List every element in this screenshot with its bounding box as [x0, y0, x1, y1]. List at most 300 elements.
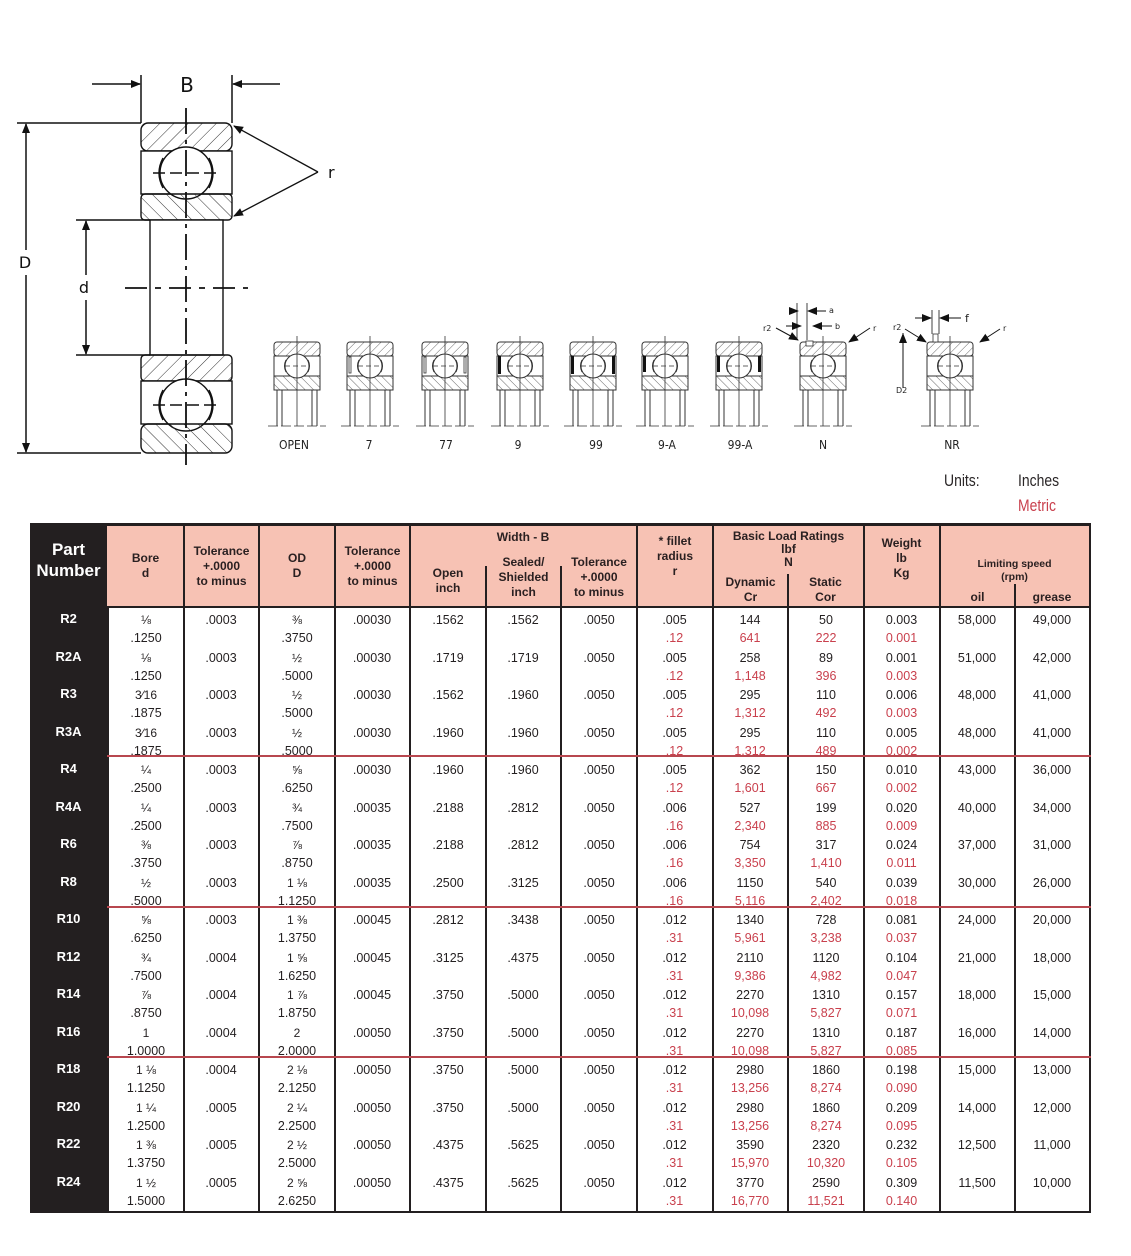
oil: 14,000	[957, 1100, 997, 1115]
od-frac: ⅝	[291, 763, 302, 777]
cell-weight	[864, 1024, 939, 1060]
stat-lbf: 1310	[812, 988, 840, 1002]
cell-width-open	[411, 1099, 485, 1117]
cell-static-load	[789, 761, 863, 797]
od-dec: .6250	[281, 781, 313, 795]
cell-bore	[109, 874, 183, 910]
wt-lb: 0.209	[885, 1100, 918, 1115]
grease: 34,000	[1032, 800, 1072, 815]
cell-od	[260, 611, 334, 647]
open: .2500	[432, 875, 464, 890]
part-number-cell: R4	[60, 761, 77, 776]
bore-tol: .0003	[205, 800, 237, 815]
oil: 18,000	[957, 988, 997, 1002]
open: .1562	[432, 688, 464, 702]
wt-kg: 0.002	[885, 743, 918, 758]
width-tol: .0050	[583, 1100, 615, 1115]
sealed: .5625	[507, 1138, 539, 1152]
bore-tol: .0003	[205, 688, 237, 702]
cell-od	[260, 1061, 334, 1097]
header-part-line2: Number	[36, 561, 101, 580]
sealed: .1719	[507, 650, 539, 665]
cell-width-sealed	[486, 799, 560, 817]
fillet-in: .012	[662, 950, 687, 965]
part-number-cell: R20	[56, 1098, 81, 1114]
cell-od-tolerance	[335, 761, 409, 779]
bore-frac: ¼	[140, 763, 151, 777]
open: .4375	[432, 1175, 464, 1190]
width-tol: .0050	[583, 725, 615, 740]
width-tol: .0050	[583, 688, 615, 702]
od-dec: 2.6250	[277, 1193, 317, 1208]
cell-od-tolerance	[335, 874, 409, 892]
dyn-lbf: 3770	[736, 1175, 764, 1190]
cell-bore	[109, 1174, 183, 1210]
cell-width-open	[411, 836, 485, 854]
wt-lb: 0.039	[885, 875, 918, 890]
stat-lbf: 2590	[812, 1175, 840, 1190]
fillet-mm: .31	[665, 1006, 684, 1020]
bore-frac: ¼	[140, 800, 151, 815]
od-frac: ½	[291, 688, 302, 702]
bore-dec: .2500	[130, 781, 162, 795]
wt-lb: 0.187	[885, 1025, 918, 1040]
sealed: .2812	[507, 800, 539, 815]
dyn-n: 13,256	[730, 1081, 770, 1095]
cell-speed-oil	[940, 1061, 1014, 1079]
stat-n: 222	[815, 631, 837, 645]
width-tol: .0050	[583, 1175, 615, 1190]
cell-width-sealed	[486, 686, 560, 704]
bearing-type-99a	[710, 336, 768, 426]
part-number-cell: R16	[56, 1023, 81, 1039]
cell-width-tolerance	[562, 986, 636, 1004]
wt-kg: 0.002	[885, 781, 918, 795]
stat-n: 10,320	[806, 1156, 846, 1170]
bore-dec: 1.3750	[126, 1156, 166, 1170]
cell-width-tolerance	[562, 874, 636, 892]
od-frac: 1 ⅛	[286, 875, 307, 890]
od-dec: 1.3750	[277, 931, 317, 945]
cell-bore	[109, 1061, 183, 1097]
od-tol: .00030	[352, 688, 392, 702]
header-bore-tolerance: Tolerance +.0000 to minus	[193, 543, 250, 588]
width-tol: .0050	[583, 650, 615, 665]
cell-width-open	[411, 611, 485, 629]
cell-width-open	[411, 874, 485, 892]
cell-fillet-radius	[637, 911, 712, 947]
dyn-lbf: 295	[739, 688, 761, 702]
cell-bore	[109, 911, 183, 947]
wt-lb: 0.006	[885, 688, 918, 702]
cell-bore-tolerance	[184, 1061, 258, 1079]
wt-lb: 0.005	[885, 725, 918, 740]
cell-width-sealed	[486, 1061, 560, 1079]
bore-tol: .0003	[205, 725, 237, 740]
part-number-cell: R14	[56, 986, 81, 1001]
grease: 14,000	[1032, 1025, 1072, 1040]
cell-bore	[109, 986, 183, 1022]
wt-lb: 0.024	[885, 838, 918, 852]
bore-frac: 3⁄16	[134, 688, 158, 702]
open: .1960	[432, 725, 464, 740]
cell-speed-oil	[940, 611, 1014, 629]
oil: 24,000	[957, 913, 997, 927]
cell-od-tolerance	[335, 986, 409, 1004]
wt-kg: 0.085	[885, 1043, 918, 1058]
grease: 41,000	[1032, 688, 1072, 702]
cell-width-open	[411, 1174, 485, 1192]
cell-speed-oil	[940, 1099, 1014, 1117]
dim-label-f: f	[965, 312, 969, 325]
oil: 51,000	[957, 650, 997, 665]
cell-width-sealed	[486, 986, 560, 1004]
od-tol: .00035	[352, 838, 392, 852]
cell-static-load	[789, 1099, 863, 1135]
cell-static-load	[789, 874, 863, 910]
wt-kg: 0.018	[885, 893, 918, 908]
oil: 43,000	[957, 763, 997, 777]
dyn-n: 15,970	[730, 1156, 770, 1170]
cell-weight	[864, 686, 939, 722]
table-row	[109, 911, 1089, 949]
bore-dec: .7500	[130, 968, 162, 983]
fillet-mm: .16	[665, 856, 684, 870]
bore-frac: 1 ⅛	[135, 1063, 156, 1077]
dyn-lbf: 2270	[736, 1025, 764, 1040]
cell-static-load	[789, 724, 863, 760]
cell-static-load	[789, 611, 863, 647]
cell-static-load	[789, 1174, 863, 1210]
wt-kg: 0.105	[885, 1156, 918, 1170]
bore-tol: .0003	[205, 838, 237, 852]
stat-n: 11,521	[807, 1193, 845, 1208]
dyn-lbf: 2110	[736, 950, 764, 965]
cell-bore-tolerance	[184, 911, 258, 929]
sealed: .2812	[507, 838, 539, 852]
cell-fillet-radius	[637, 799, 712, 835]
cell-bore	[109, 611, 183, 647]
cell-width-sealed	[486, 874, 560, 892]
bore-frac: 1 ¼	[135, 1100, 156, 1115]
grease: 15,000	[1032, 988, 1072, 1002]
width-tol: .0050	[583, 838, 615, 852]
cell-width-sealed	[486, 1174, 560, 1192]
stat-n: 3,238	[810, 931, 842, 945]
cell-width-sealed	[486, 1024, 560, 1042]
cell-fillet-radius	[637, 874, 712, 910]
cell-bore-tolerance	[184, 836, 258, 854]
bore-dec: .3750	[130, 856, 162, 870]
header-width-sealed: Sealed/ Shielded inch	[498, 554, 549, 599]
cell-speed-grease	[1015, 1136, 1089, 1154]
cell-speed-grease	[1015, 911, 1089, 929]
wt-kg: 0.009	[885, 818, 918, 833]
cell-speed-oil	[940, 836, 1014, 854]
stat-lbf: 2320	[812, 1138, 840, 1152]
width-tol: .0050	[583, 763, 615, 777]
cell-bore-tolerance	[184, 686, 258, 704]
sealed: .5000	[507, 1025, 539, 1040]
od-frac: ⅞	[291, 838, 302, 852]
cell-bore	[109, 1099, 183, 1135]
cell-speed-oil	[940, 1136, 1014, 1154]
dim-label-r: r	[328, 163, 335, 182]
width-tol: .0050	[583, 875, 615, 890]
grease: 20,000	[1032, 913, 1072, 927]
cell-od-tolerance	[335, 1136, 409, 1154]
cell-od-tolerance	[335, 799, 409, 817]
table-row	[109, 1136, 1089, 1174]
cell-width-tolerance	[562, 911, 636, 929]
type-label-77: 77	[439, 438, 453, 452]
cell-static-load	[789, 911, 863, 947]
cell-od-tolerance	[335, 1024, 409, 1042]
cell-weight	[864, 949, 939, 985]
cell-width-sealed	[486, 1136, 560, 1154]
width-tol: .0050	[583, 988, 615, 1002]
units-label: Units:	[944, 471, 980, 490]
cell-bore-tolerance	[184, 611, 258, 629]
cell-od-tolerance	[335, 611, 409, 629]
dyn-lbf: 295	[739, 725, 761, 740]
cell-fillet-radius	[637, 1061, 712, 1097]
cell-speed-grease	[1015, 1099, 1089, 1117]
cell-dynamic-load	[713, 1099, 787, 1135]
stat-n: 492	[815, 706, 837, 720]
oil: 30,000	[957, 875, 997, 890]
cell-width-tolerance	[562, 1136, 636, 1154]
cell-od-tolerance	[335, 1174, 409, 1192]
wt-lb: 0.232	[885, 1138, 918, 1152]
dyn-n: 1,312	[734, 743, 766, 758]
table-row	[109, 1099, 1089, 1137]
cell-weight	[864, 836, 939, 872]
od-dec: .8750	[281, 856, 313, 870]
type-label-99: 99	[589, 438, 603, 452]
part-number-cell: R3	[60, 686, 77, 701]
bore-frac: ⅞	[140, 988, 151, 1002]
grease: 10,000	[1032, 1175, 1072, 1190]
stat-lbf: 1120	[812, 950, 840, 965]
stat-lbf: 89	[819, 650, 833, 665]
cell-bore-tolerance	[184, 724, 258, 742]
cell-width-open	[411, 649, 485, 667]
fillet-mm: .16	[665, 818, 684, 833]
dyn-lbf: 2270	[736, 988, 764, 1002]
fillet-mm: .12	[665, 631, 684, 645]
cell-speed-grease	[1015, 799, 1089, 817]
bore-dec: .1875	[130, 743, 162, 758]
sealed: .1562	[507, 613, 539, 627]
cell-dynamic-load	[713, 836, 787, 872]
cell-speed-grease	[1015, 986, 1089, 1004]
dyn-n: 13,256	[730, 1118, 770, 1133]
dim-label-D: D	[18, 253, 32, 272]
bore-frac: 1 ½	[135, 1175, 156, 1190]
table-row	[109, 1174, 1089, 1212]
cell-width-open	[411, 911, 485, 929]
fillet-mm: .31	[665, 1118, 684, 1133]
cell-od-tolerance	[335, 1099, 409, 1117]
cell-bore	[109, 724, 183, 760]
fillet-in: .012	[662, 913, 687, 927]
sealed: .1960	[507, 688, 539, 702]
cell-width-open	[411, 949, 485, 967]
od-tol: .00030	[352, 763, 392, 777]
bore-dec: 1.5000	[126, 1193, 166, 1208]
cell-bore	[109, 949, 183, 985]
header-od-tolerance: Tolerance +.0000 to minus	[344, 543, 401, 588]
od-tol: .00050	[352, 1100, 392, 1115]
cell-width-open	[411, 1136, 485, 1154]
cell-width-sealed	[486, 911, 560, 929]
open: .4375	[432, 1138, 464, 1152]
bearing-spec-table	[30, 523, 1091, 1213]
wt-kg: 0.095	[885, 1118, 918, 1133]
cell-width-open	[411, 799, 485, 817]
header-limiting-speed: Limiting speed (rpm)	[977, 558, 1052, 583]
open: .3125	[432, 950, 464, 965]
cell-od-tolerance	[335, 1061, 409, 1079]
cell-dynamic-load	[713, 874, 787, 910]
cell-od	[260, 986, 334, 1022]
od-tol: .00050	[352, 1025, 392, 1040]
part-number-cell: R6	[60, 836, 77, 851]
cell-width-open	[411, 1024, 485, 1042]
oil: 40,000	[957, 800, 997, 815]
main-bearing-section	[125, 108, 248, 465]
oil: 12,500	[957, 1138, 997, 1152]
grease: 12,000	[1032, 1100, 1072, 1115]
cell-weight	[864, 724, 939, 760]
cell-width-sealed	[486, 836, 560, 854]
bore-frac: ⅛	[140, 613, 151, 627]
cell-dynamic-load	[713, 611, 787, 647]
dyn-n: 3,350	[734, 856, 766, 870]
wt-lb: 0.104	[885, 950, 918, 965]
wt-kg: 0.011	[886, 856, 917, 870]
od-dec: .5000	[281, 743, 313, 758]
bore-dec: 1.1250	[126, 1081, 166, 1095]
cell-width-tolerance	[562, 949, 636, 967]
cell-bore-tolerance	[184, 1174, 258, 1192]
cell-dynamic-load	[713, 724, 787, 760]
dyn-lbf: 144	[739, 613, 761, 627]
cell-weight	[864, 799, 939, 835]
dyn-lbf: 527	[739, 800, 761, 815]
stat-lbf: 150	[815, 763, 837, 777]
cell-static-load	[789, 949, 863, 985]
stat-lbf: 110	[816, 725, 836, 740]
stat-n: 885	[815, 818, 837, 833]
part-number-cell: R10	[56, 911, 81, 926]
wt-lb: 0.198	[885, 1063, 918, 1077]
width-tol: .0050	[583, 1138, 615, 1152]
table-row	[109, 1061, 1089, 1099]
table-row	[109, 761, 1089, 799]
cell-bore	[109, 836, 183, 872]
type-label-99a: 99-A	[727, 438, 753, 452]
oil: 21,000	[957, 950, 997, 965]
table-row	[109, 611, 1089, 649]
type-label-9a: 9-A	[658, 438, 676, 452]
cell-dynamic-load	[713, 1024, 787, 1060]
grease: 36,000	[1032, 763, 1072, 777]
header-dynamic: Dynamic Cr	[725, 575, 776, 604]
cell-od-tolerance	[335, 649, 409, 667]
cell-od	[260, 949, 334, 985]
open: .2188	[432, 838, 464, 852]
wt-kg: 0.047	[885, 968, 918, 983]
cell-speed-oil	[940, 686, 1014, 704]
open: .3750	[432, 1100, 464, 1115]
cell-width-tolerance	[562, 649, 636, 667]
dyn-lbf: 1340	[736, 913, 764, 927]
od-dec: 1.8750	[277, 1006, 317, 1020]
stat-lbf: 1860	[812, 1063, 840, 1077]
grease: 42,000	[1032, 650, 1072, 665]
sealed: .1960	[507, 763, 539, 777]
wt-kg: 0.003	[885, 706, 918, 720]
od-dec: 2.1250	[277, 1081, 317, 1095]
open: .1960	[432, 763, 464, 777]
table-row	[109, 986, 1089, 1024]
fillet-in: .005	[662, 725, 687, 740]
type-label-n: N	[818, 438, 828, 452]
stat-lbf: 199	[815, 800, 837, 815]
cell-width-tolerance	[562, 1061, 636, 1079]
bearing-type-nr	[903, 310, 1000, 426]
fillet-in: .006	[662, 875, 687, 890]
stat-n: 489	[815, 743, 837, 758]
fillet-mm: .31	[665, 1156, 684, 1170]
fillet-mm: .31	[665, 931, 684, 945]
od-frac: 2 ⅝	[286, 1175, 307, 1190]
cell-speed-oil	[940, 761, 1014, 779]
cell-speed-grease	[1015, 1061, 1089, 1079]
cell-fillet-radius	[637, 611, 712, 647]
cell-bore	[109, 799, 183, 835]
cell-width-tolerance	[562, 1099, 636, 1117]
bore-frac: ⅜	[140, 838, 151, 852]
header-weight: Weight lb Kg	[881, 535, 922, 580]
wt-lb: 0.081	[885, 913, 918, 927]
bore-dec: .1875	[130, 706, 162, 720]
od-tol: .00030	[352, 725, 392, 740]
part-number-cell: R8	[60, 873, 77, 889]
fillet-in: .005	[662, 763, 687, 777]
cell-width-sealed	[486, 611, 560, 629]
cell-fillet-radius	[637, 836, 712, 872]
fillet-mm: .31	[665, 1081, 684, 1095]
dyn-lbf: 2980	[736, 1100, 764, 1115]
stat-lbf: 110	[816, 688, 836, 702]
od-tol: .00045	[352, 913, 392, 927]
cell-bore-tolerance	[184, 1099, 258, 1117]
dim-label-b: b	[835, 322, 841, 331]
oil: 16,000	[957, 1025, 997, 1040]
dim-label-r2-n: r2	[763, 324, 772, 333]
cell-width-tolerance	[562, 1024, 636, 1042]
stat-lbf: 317	[815, 838, 837, 852]
header-od: OD D	[288, 551, 306, 580]
cell-width-sealed	[486, 949, 560, 967]
bore-frac: 1	[142, 1025, 150, 1040]
cell-static-load	[789, 649, 863, 685]
od-tol: .00030	[352, 613, 392, 627]
wt-kg: 0.090	[885, 1081, 918, 1095]
